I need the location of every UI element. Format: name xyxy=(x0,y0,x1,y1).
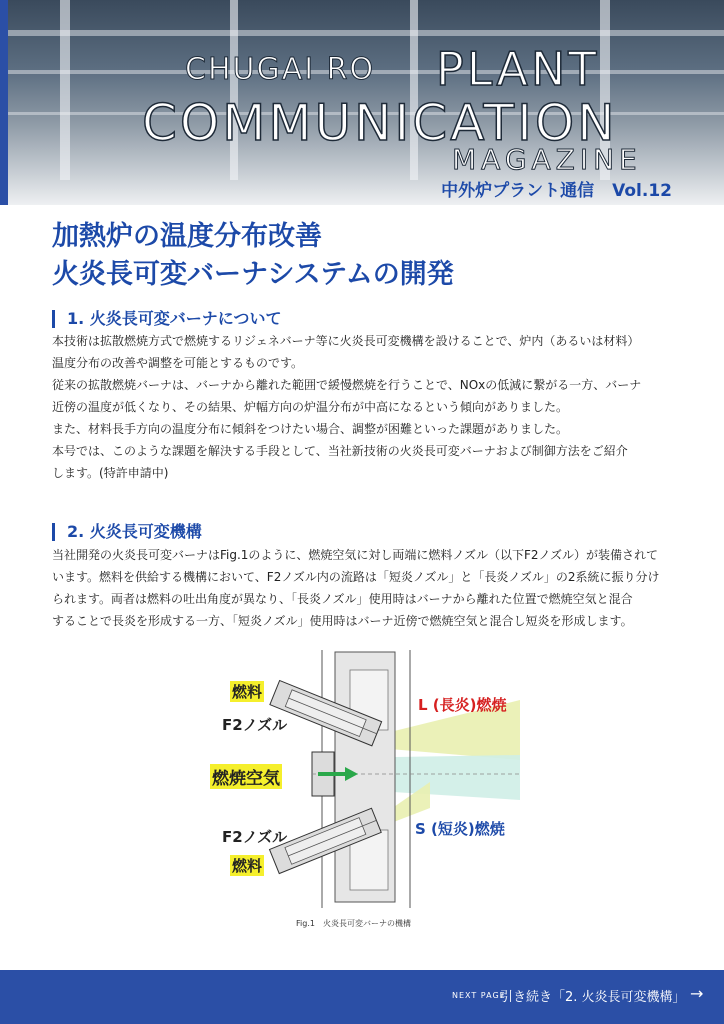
section1-line: 従来の拡散燃焼バーナは、バーナから離れた範囲で緩慢燃焼を行うことで、NOxの低減に繋がる一方、バーナ xyxy=(52,378,642,392)
section2-line: られます。両者は燃料の吐出角度が異なり、「長炎ノズル」使用時はバーナから離れた位置で燃焼空気と混合 xyxy=(52,592,633,606)
section1-line: 温度分布の改善や調整を可能とするものです。 xyxy=(52,356,304,370)
section1-line: 本号では、このような課題を解決する手段として、当社新技術の火炎長可変バーナおよび制御方法をご紹介 xyxy=(52,444,628,458)
section1-line: また、材料長手方向の温度分布に傾斜をつけたい場合、調整が困難といった課題がありました。 xyxy=(52,422,569,436)
label-nozzle-top: F2ノズル xyxy=(222,716,288,734)
section1-line: 本技術は拡散燃焼方式で燃焼するリジェネバーナ等に火炎長可変機構を設けることで、炉内（あるいは材料） xyxy=(52,334,640,348)
issue-name: 中外炉プラント通信 xyxy=(441,181,595,201)
title-line-2: 火炎長可変バーナシステムの開発 xyxy=(52,259,454,290)
next-page-label: NEXT PAGE xyxy=(452,991,506,1000)
section1-body xyxy=(52,330,672,484)
next-page-link[interactable]: 引き続き「2. 火炎長可変機構」 xyxy=(500,990,686,1005)
issue-label xyxy=(441,176,672,201)
arrow-right-icon[interactable]: → xyxy=(690,984,704,1003)
figure-caption: Fig.1 火炎長可変バーナの機構 xyxy=(296,919,411,928)
blue-edge-strip xyxy=(0,0,8,205)
header-banner xyxy=(0,0,724,205)
masthead-chugai-ro: CHUGAI RO xyxy=(185,52,376,87)
section1-heading: 1. 火炎長可変バーナについて xyxy=(52,310,281,328)
label-fuel-top: 燃料 xyxy=(232,683,263,701)
label-nozzle-bottom: F2ノズル xyxy=(222,828,288,846)
section1-line: 近傍の温度が低くなり、その結果、炉幅方向の炉温分布が中高になるという傾向がありました。 xyxy=(52,400,569,414)
label-long-flame: L (長炎)燃焼 xyxy=(418,696,507,714)
masthead-magazine: MAGAZINE xyxy=(452,143,642,176)
masthead-plant: PLANT xyxy=(436,42,600,96)
masthead-communication: COMMUNICATION xyxy=(142,94,618,152)
label-fuel-bottom: 燃料 xyxy=(232,857,263,875)
section2-line: することで長炎を形成する一方、「短炎ノズル」使用時はバーナ近傍で燃焼空気と混合し短炎を形成します。 xyxy=(52,614,633,628)
issue-volume: Vol.12 xyxy=(612,181,672,201)
section2-heading: 2. 火炎長可変機構 xyxy=(52,523,202,541)
section2-line: 当社開発の火炎長可変バーナはFig.1のように、燃焼空気に対し両端に燃料ノズル（以下F2ノズル）が装備されて xyxy=(52,548,659,562)
burner-diagram xyxy=(0,640,724,920)
label-short-flame: S (短炎)燃焼 xyxy=(415,820,505,838)
footer-bar xyxy=(0,970,724,1024)
title-line-1: 加熱炉の温度分布改善 xyxy=(52,221,322,252)
section2-body xyxy=(52,544,672,632)
page-title xyxy=(52,218,454,294)
section1-line: します。(特許申請中) xyxy=(52,466,169,480)
label-combustion-air: 燃焼空気 xyxy=(210,764,282,789)
section2-line: います。燃料を供給する機構において、F2ノズル内の流路は「短炎ノズル」と「長炎ノズル」の2系統に振り分け xyxy=(52,570,660,584)
